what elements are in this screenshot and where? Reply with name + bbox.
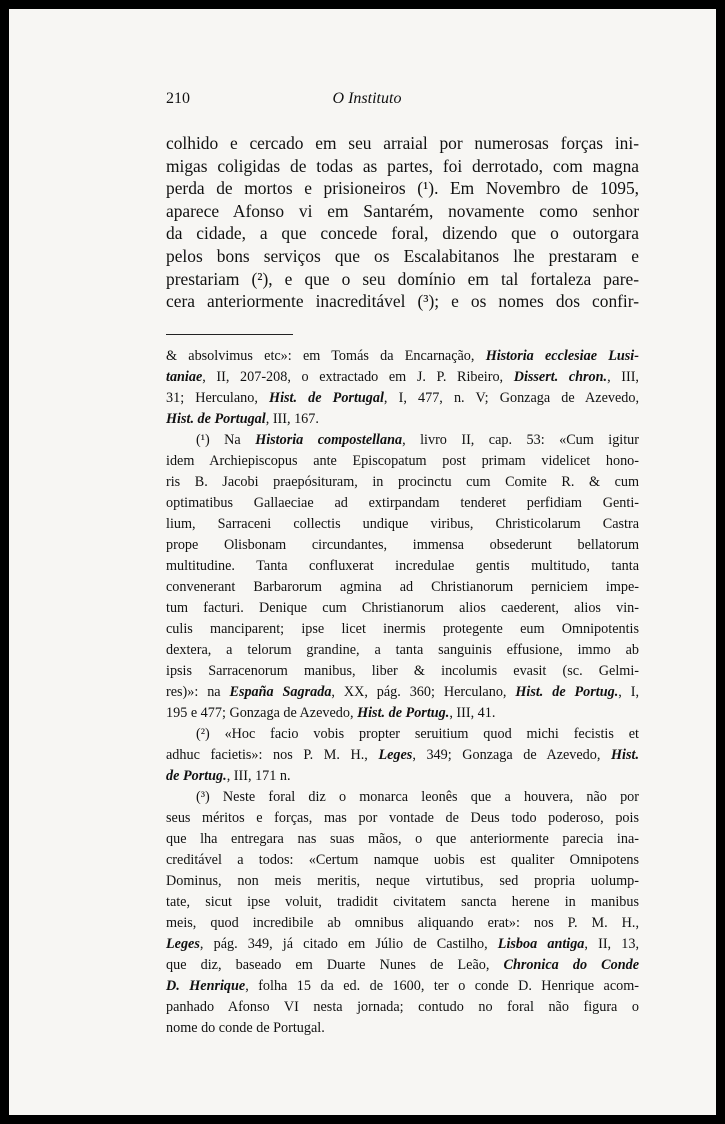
page-number: 210 [166, 90, 190, 107]
footnote-3-line: Leges, pág. 349, já citado em Júlio de Castilho, Lisboa antiga, II, 13, [166, 936, 639, 952]
footnote-3-line: creditável a todos: «Certum namque uobis est qualiter Omnipotens [166, 852, 639, 868]
footnote-line: 31; Herculano, Hist. de Portugal, I, 477, n. V; Gonzaga de Azevedo, [166, 390, 640, 406]
footnote-1-line: res)»: na España Sagrada, XX, pág. 360; Herculano, Hist. de Portug., I, [166, 684, 639, 700]
footnotes [166, 346, 639, 1039]
footnote-2-line: (²) «Hoc facio vobis propter seruitium quod michi fecistis et [196, 726, 639, 742]
footnote-3-line: Dominus, non meis meritis, neque virtutibus, sed propria uolump- [166, 873, 639, 889]
footnote-1-line: culis manciparent; ipse licet inermis protegente eum Omnipotentis [166, 621, 639, 637]
main-text-line: perda de mortos e prisioneiros (¹). Em Novembro de 1095, [166, 178, 639, 199]
main-text-line: cera anteriormente inacreditável (³); e os nomes dos confir- [166, 291, 639, 312]
footnote-1-line: dextera, a telorum grandine, a tanta sanguinis effusione, immo ab [166, 642, 639, 658]
footnote-3-line: panhado Afonso VI nesta jornada; contudo no foral não figura o [166, 999, 639, 1015]
main-text-line: migas coligidas de todas as partes, foi derrotado, com magna [166, 155, 639, 176]
footnote-3-line: nome do conde de Portugal. [166, 1020, 325, 1036]
footnote-line: Hist. de Portugal, III, 167. [166, 411, 319, 427]
footnote-line: & absolvimus etc»: em Tomás da Encarnação, Historia ecclesiae Lusi- [166, 348, 639, 364]
footnote-3-line: seus méritos e forças, mas por vontade de Deus todo poderoso, pois [166, 810, 639, 826]
footnote-2-line: adhuc facietis»: nos P. M. H., Leges, 349; Gonzaga de Azevedo, Hist. [166, 747, 639, 763]
footnote-1-line: optimatibus Gallaeciae ad extirpandam tenderet perfidiam Genti- [166, 495, 639, 511]
footnote-1-line: lium, Sarraceni collectis undique viribus, Christicolarum Castra [166, 516, 639, 532]
footnote-2-line: de Portug., III, 171 n. [166, 768, 291, 784]
footnote-3-line: tate, sicut ipse voluit, tradidit civitatem sancta herene in manibus [166, 894, 639, 910]
main-text-line: da cidade, a que concede foral, dizendo que o outorgara [166, 223, 639, 244]
footnote-1-line: tum facturi. Denique cum Christianorum alios caederent, alios vin- [166, 600, 639, 616]
footnote-line: taniae, II, 207-208, o extractado em J. P. Ribeiro, Dissert. chron., III, [166, 369, 639, 385]
book-page [9, 9, 716, 1115]
footnote-3-line: que lha entregara nas suas mãos, o que anteriormente parecia ina- [166, 831, 639, 847]
main-text [166, 132, 639, 313]
footnote-1-line: prope Olisbonam circundantes, immensa obsederunt bellatorum [166, 537, 639, 553]
main-text-line: colhido e cercado em seu arraial por numerosas forças ini- [166, 133, 639, 153]
footnote-3-line: (³) Neste foral diz o monarca leonês que a houvera, não por [196, 789, 639, 805]
footnote-1-line: multitudine. Tanta confluxerat incredulae gentis multitudo, tanta [166, 558, 639, 574]
footnote-1-line: convenerant Barbarorum agmina ad Christianorum perniciem impe- [166, 579, 639, 595]
page-header [166, 90, 568, 112]
footnote-1-line: (¹) Na Historia compostellana, livro II, cap. 53: «Cum igitur [196, 432, 639, 448]
footnote-3-line: meis, quod incredibile ab omnibus aliquando erat»: nos P. M. H., [166, 915, 639, 931]
footnote-1-line: ipsis Sarracenorum manibus, liber & incolumis evasit (sc. Gelmi- [166, 663, 639, 679]
footnote-3-line: D. Henrique, folha 15 da ed. de 1600, ter o conde D. Henrique acom- [166, 978, 639, 994]
main-text-line: prestariam (²), e que o seu domínio em tal fortaleza pare- [166, 268, 639, 289]
main-text-line: aparece Afonso vi em Santarém, novamente como senhor [166, 200, 639, 221]
footnote-1-line: 195 e 477; Gonzaga de Azevedo, Hist. de Portug., III, 41. [166, 705, 496, 721]
main-text-line: pelos bons serviços que os Escalabitanos lhe prestaram e [166, 245, 639, 266]
running-title: O Instituto [332, 90, 402, 107]
footnote-3-line: que diz, baseado em Duarte Nunes de Leão, Chronica do Conde [166, 957, 639, 973]
footnote-1-line: ris B. Jacobi praepósituram, in procinctu cum Comite R. & cum [166, 474, 639, 490]
footnote-1-line: idem Archiepiscopus ante Episcopatum post primam videlicet hono- [166, 453, 639, 469]
footnote-divider [166, 334, 293, 335]
